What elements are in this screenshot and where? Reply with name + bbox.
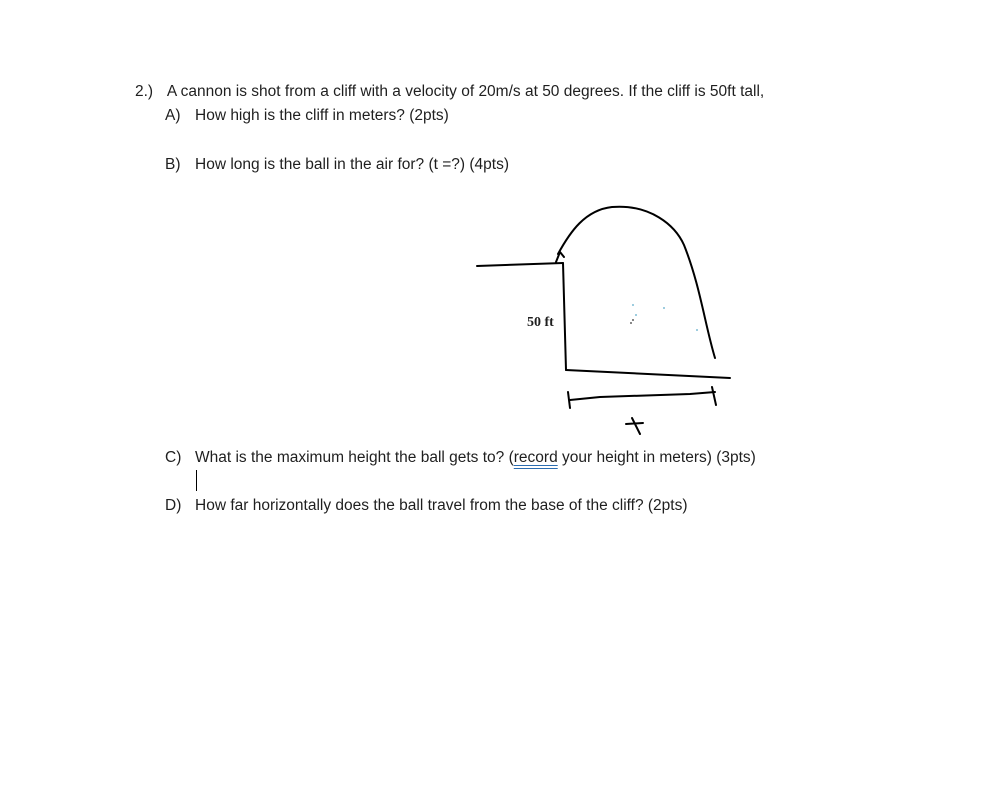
part-c-letter: C) bbox=[165, 449, 182, 466]
part-d-text: How far horizontally does the ball travel from the base of the cliff? (2pts) bbox=[195, 497, 688, 514]
part-b-letter: B) bbox=[165, 156, 181, 173]
x-mark bbox=[626, 418, 643, 434]
text-cursor bbox=[196, 470, 197, 491]
part-c-spellcheck-word[interactable]: record bbox=[513, 449, 558, 466]
stray-dots bbox=[632, 304, 698, 331]
part-a-letter: A) bbox=[165, 107, 181, 124]
part-c-text-after: your height in meters) (3pts) bbox=[557, 449, 756, 466]
part-b-text: How long is the ball in the air for? (t =?) (4pts) bbox=[195, 156, 510, 173]
part-c-text bbox=[195, 448, 756, 468]
question-number: 2.) bbox=[135, 83, 154, 100]
part-a-text: How high is the cliff in meters? (2pts) bbox=[195, 107, 449, 124]
distance-bracket bbox=[568, 387, 716, 408]
part-d-letter: D) bbox=[165, 497, 182, 514]
cliff-face-line bbox=[563, 263, 566, 370]
ground-line bbox=[566, 370, 730, 378]
question-prompt: A cannon is shot from a cliff with a velocity of 20m/s at 50 degrees. If the cliff is 50ft tall, bbox=[166, 83, 765, 100]
cliff-height-label: 50 ft bbox=[527, 315, 554, 330]
part-c-text-before: What is the maximum height the ball gets to? ( bbox=[195, 449, 514, 466]
cliff-top-line bbox=[477, 263, 563, 266]
trajectory-curve bbox=[558, 207, 715, 358]
